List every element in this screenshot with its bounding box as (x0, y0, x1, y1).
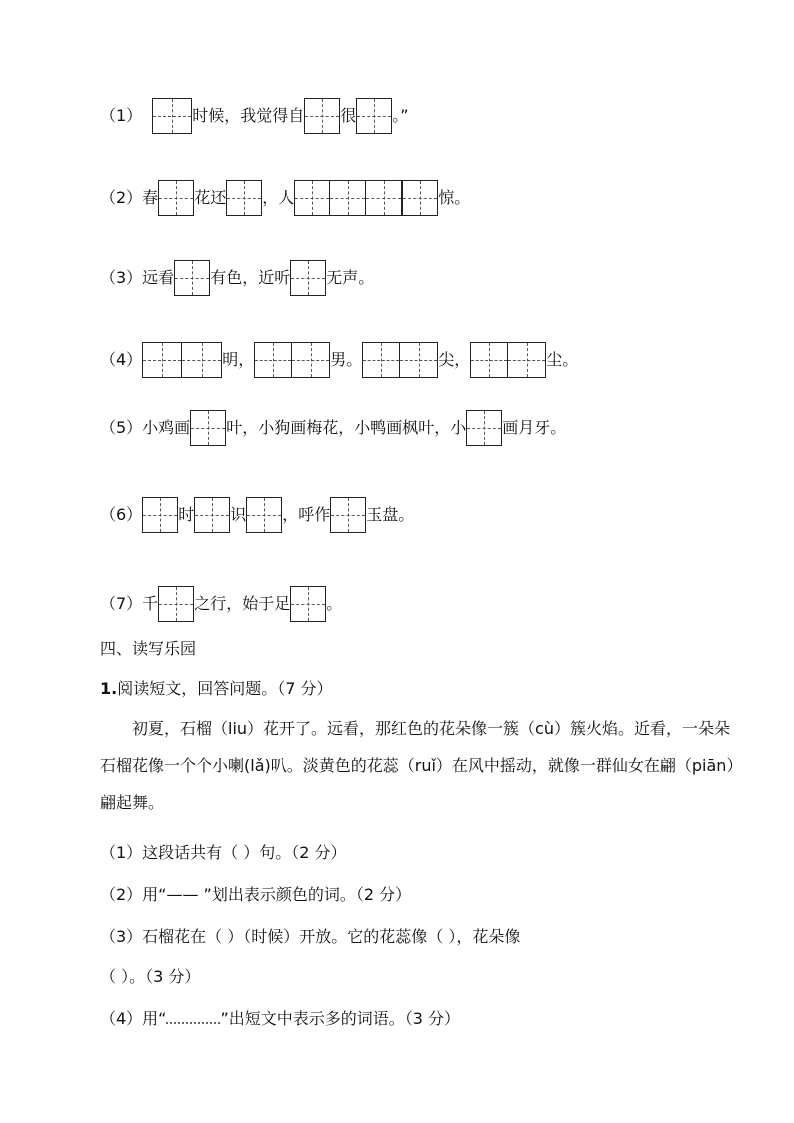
q4-number: （4） (100, 350, 143, 369)
fill-line-6 (100, 497, 414, 527)
tian-box[interactable] (142, 497, 178, 533)
tian-box[interactable] (330, 180, 366, 216)
tian-group (142, 342, 222, 372)
tian-box[interactable] (142, 342, 182, 378)
tian-box[interactable] (190, 410, 226, 446)
tian-group (294, 180, 402, 210)
q3-text-a: 有色，近听 (210, 268, 291, 287)
tian-box[interactable] (226, 180, 262, 216)
sub-question-4-text-a: （4）用“ (100, 1009, 167, 1028)
tian-box[interactable] (292, 342, 330, 378)
tian-group (470, 342, 546, 372)
tian-box[interactable] (362, 342, 400, 378)
fill-line-4 (100, 342, 578, 372)
q4-text-b: 男。 (330, 350, 363, 369)
tian-box[interactable] (330, 497, 366, 533)
tian-box[interactable] (466, 410, 502, 446)
tian-box[interactable] (158, 180, 194, 216)
q3-text-b: 无声。 (326, 268, 375, 287)
q3-text-num: （3）远看 (100, 268, 175, 287)
fill-line-3 (100, 260, 374, 290)
q5-text-b: 画月牙。 (502, 418, 567, 437)
q7-text-a: 之行，始于足 (194, 594, 291, 613)
q2-text-b: ，人 (262, 188, 295, 207)
sub-question-2: （2）用“—— ”划出表示颜色的词。（2 分） (100, 885, 412, 904)
q6-text-c: ，呼作 (282, 505, 331, 524)
tian-box[interactable] (508, 342, 546, 378)
section-title: 四、读写乐园 (100, 639, 197, 658)
q6-text-d: 玉盘。 (366, 505, 415, 524)
reading-passage: 初夏，石榴（liu）花开了。远看，那红色的花朵像一簇（cù）簇火焰。近看，一朵朵石榴花像一个个小喇(lǎ)叭。淡黄色的花蕊（ruǐ）在风中摇动，就像一群仙女在翩（piān）翩起舞。 (100, 719, 735, 812)
fill-line-1 (100, 98, 409, 128)
q2-text-c: 惊。 (438, 188, 471, 207)
q4-text-c: 尖， (438, 350, 471, 369)
q4-text-a: 明， (222, 350, 255, 369)
tian-box[interactable] (294, 180, 330, 216)
fill-line-2 (100, 180, 470, 210)
q7-text-b: 。 (326, 594, 343, 613)
tian-box[interactable] (290, 260, 326, 296)
q1-text-b: 很 (340, 106, 357, 125)
q2-text-a: 花还 (194, 188, 227, 207)
q5-text-a: 叶，小狗画梅花，小鸭画枫叶，小 (226, 418, 467, 437)
fill-line-5 (100, 410, 566, 440)
sub-question-3-line-1: （3）石榴花在（ ）（时候）开放。它的花蕊像（ ），花朵像 (100, 927, 521, 946)
q1-number: （1） (100, 106, 143, 125)
sub-question-3-line-2: （ ）。（3 分） (100, 967, 201, 986)
question-number: 1. (100, 679, 118, 698)
tian-box[interactable] (152, 98, 192, 134)
sub-question-1: （1）这段话共有（ ）句。（2 分） (100, 843, 347, 862)
tian-box[interactable] (194, 497, 230, 533)
tian-box[interactable] (400, 342, 438, 378)
tian-group (362, 342, 438, 372)
tian-box[interactable] (304, 98, 340, 134)
fill-line-7 (100, 586, 342, 616)
sub-question-4-text-b: ”出短文中表示多的词语。（3 分） (220, 1009, 461, 1028)
q6-text-b: 识 (230, 505, 247, 524)
wavy-underline-mark (166, 1008, 220, 1024)
tian-box[interactable] (356, 98, 392, 134)
question-text: 阅读短文，回答问题。（7 分） (117, 679, 333, 698)
tian-box[interactable] (254, 342, 292, 378)
q6-number: （6） (100, 505, 143, 524)
sub-question-4 (100, 1000, 740, 1037)
question-title (100, 670, 740, 707)
tian-box[interactable] (182, 342, 222, 378)
tian-box[interactable] (402, 180, 438, 216)
q5-text-num: （5）小鸡画 (100, 418, 191, 437)
q1-text-c: 。” (392, 106, 409, 125)
q4-text-d: 尘。 (546, 350, 579, 369)
tian-box[interactable] (246, 497, 282, 533)
tian-box[interactable] (366, 180, 402, 216)
tian-box[interactable] (290, 586, 326, 622)
q6-text-a: 时 (178, 505, 195, 524)
tian-group (254, 342, 330, 372)
q2-text-num: （2）春 (100, 188, 159, 207)
q1-text-a: 时候，我觉得自 (192, 106, 305, 125)
tian-box[interactable] (174, 260, 210, 296)
tian-box[interactable] (158, 586, 194, 622)
tian-box[interactable] (470, 342, 508, 378)
q7-text-num: （7）千 (100, 594, 159, 613)
